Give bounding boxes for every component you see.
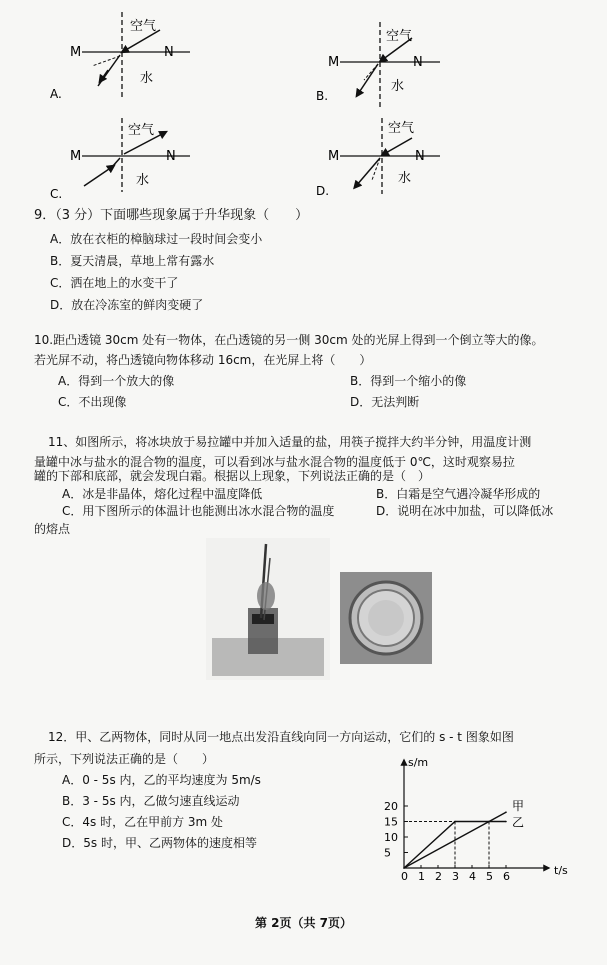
option-a-label: A. [50,87,62,101]
diagram-b-water-label: 水 [391,79,405,94]
q11-option-d: D．说明在冰中加盐，可以降低冰 [376,504,554,518]
diagram-d-air-label: 空气 [388,121,415,136]
series-1-point-3 [505,821,507,823]
diagram-a-n-label: N [164,45,174,60]
diagram-d-water-label: 水 [398,171,412,186]
optics-diagrams [0,0,607,200]
series-label-0: 甲 [512,799,525,814]
q12-option-a: A．0 - 5s 内，乙的平均速度为 5m/s [62,773,261,787]
q10-option-d: D．无法判断 [350,395,420,409]
diagram-b-m-label: M [328,55,340,70]
q12-option-b: B．3 - 5s 内，乙做匀速直线运动 [62,794,240,808]
q11-line3: 罐的下部和底部，就会发现白霜。根据以上现象，下列说法正确的是（ ） [34,469,431,483]
y-tick-5: 5 [384,846,391,860]
q12-stem-line2: 所示，下列说法正确的是（ ） [34,752,215,766]
diagram-d-n-label: N [415,149,425,164]
diagram-c-n-label: N [166,149,176,164]
diagram-b-air-label: 空气 [386,29,413,44]
q11-option-a: A．冰是非晶体，熔化过程中温度降低 [62,487,263,501]
q11-option-c: C．用下图所示的体温计也能测出冰水混合物的温度 [62,504,335,518]
q11-option-b: B．白霜是空气遇冷凝华形成的 [376,487,541,501]
x-axis-label: t/s [554,864,568,877]
diagram-c-water-label: 水 [136,173,150,188]
diagram-c-air-label: 空气 [128,123,155,138]
diagram-b-n-label: N [413,55,423,70]
option-d-label: D. [316,184,330,198]
y-tick-10: 10 [384,831,398,844]
diagram-a [50,12,190,101]
diagram-a-air-label: 空气 [130,19,157,34]
y-tick-15: 15 [384,815,398,829]
q9-stem: 9．（3 分）下面哪些现象属于升华现象（ ） [34,208,309,223]
q11-option-d-cont: 的熔点 [34,522,71,536]
y-tick-20: 20 [384,800,398,813]
q12-stem-line1: 12．甲、乙两物体，同时从同一地点出发沿直线向同一方向运动，它们的 s - t 图象如图 [48,730,514,744]
x-tick-4: 4 [469,870,476,882]
q10-stem-line1: 10.距凸透镜 30cm 处有一物体，在凸透镜的另一侧 30cm 处的光屏上得到一个倒立等大的像。 [34,333,544,347]
frost-can-bottom-photo [340,572,432,664]
q9-option-c: C．洒在地上的水变干了 [50,276,179,290]
option-c-label: C. [50,187,63,200]
option-b-label: B. [316,89,329,103]
page-footer: 第 2页（共 7页） [254,916,353,930]
q12-option-c: C．4s 时，乙在甲前方 3m 处 [62,815,224,829]
s-t-chart [380,752,580,882]
x-tick-0: 0 [401,870,408,882]
series-label-1: 乙 [512,815,525,830]
diagram-b [316,22,440,108]
series-line-0 [404,812,506,868]
q9-option-b: B．夏天清晨，草地上常有露水 [50,254,215,268]
series-0-point-1 [505,811,507,813]
series-1-point-2 [488,821,490,823]
x-tick-6: 6 [503,870,510,882]
diagram-c [50,118,190,200]
diagram-c-m-label: M [70,149,82,164]
diagram-d-m-label: M [328,149,340,164]
q9-option-d: D．放在冷冻室的鲜肉变硬了 [50,298,204,312]
x-tick-2: 2 [435,870,442,882]
q10-option-c: C．不出现像 [58,395,127,409]
q11-line1: 11、如图所示，将冰块放于易拉罐中并加入适量的盐，用筷子搅拌大约半分钟，用温度计测 [48,435,532,449]
x-tick-5: 5 [486,870,493,882]
diagram-a-water-label: 水 [140,71,154,86]
series-1-point-1 [454,821,456,823]
q9-option-a: A．放在衣柜的樟脑球过一段时间会变小 [50,232,263,246]
x-tick-3: 3 [452,870,459,882]
q11-line2: 量罐中冰与盐水的混合物的温度，可以看到冰与盐水混合物的温度低于 0℃，这时观察易拉 [34,455,515,469]
x-tick-1: 1 [418,870,425,882]
diagram-d [316,118,440,198]
can-stirring-photo [206,538,330,680]
q10-option-b: B．得到一个缩小的像 [350,374,467,388]
q10-option-a: A．得到一个放大的像 [58,374,175,388]
q12-option-d: D．5s 时，甲、乙两物体的速度相等 [62,836,257,850]
y-axis-label: s/m [408,756,429,769]
diagram-a-m-label: M [70,45,82,60]
series-1-point-0 [403,867,405,869]
q10-stem-line2: 若光屏不动，将凸透镜向物体移动 16cm，在光屏上将（ ） [34,353,372,367]
